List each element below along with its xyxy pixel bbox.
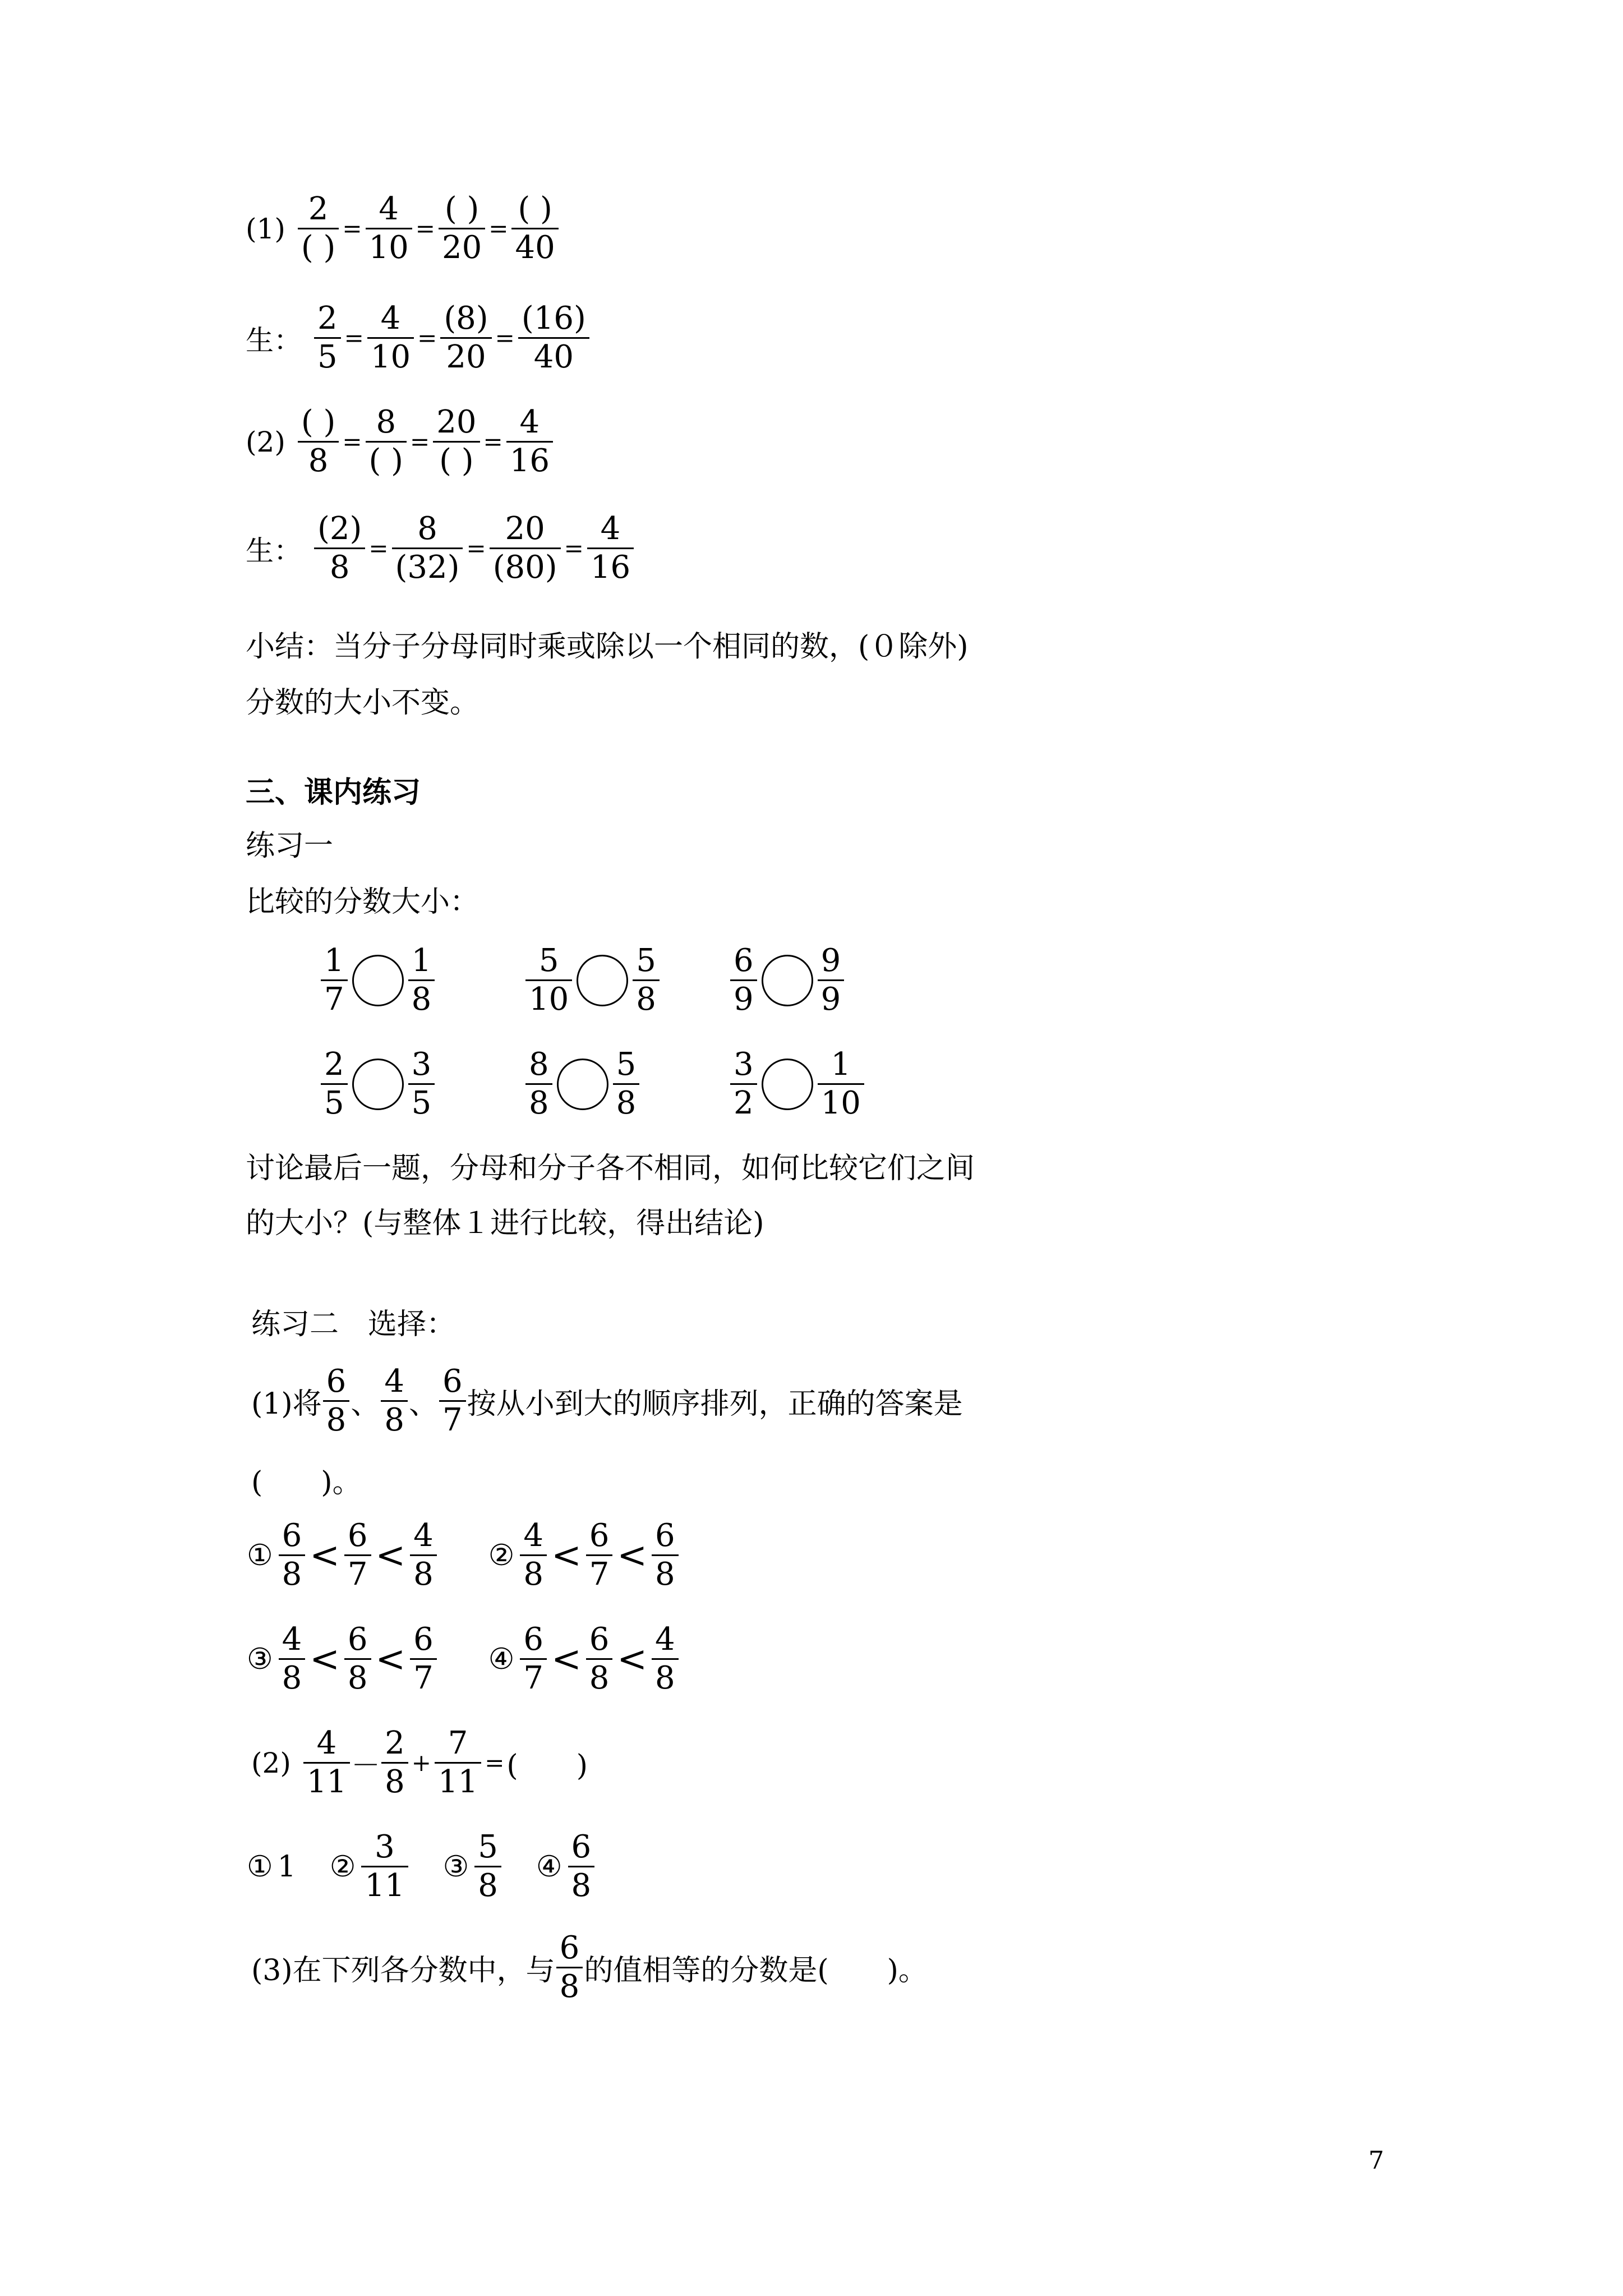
denominator: 2	[734, 1085, 754, 1121]
fraction	[314, 300, 341, 376]
fraction	[518, 300, 589, 376]
comparison-item	[320, 1046, 436, 1122]
equals-sign: =	[415, 215, 435, 242]
denominator: 5	[317, 339, 338, 375]
numerator: 6	[326, 1363, 347, 1400]
equals-sign: =	[342, 215, 362, 242]
numerator: 6	[571, 1829, 592, 1865]
denominator: 8	[282, 1660, 302, 1696]
numerator: 1	[324, 942, 344, 979]
fraction	[392, 510, 463, 586]
numerator: 6	[589, 1621, 610, 1658]
denominator: 8	[616, 1085, 637, 1121]
numerator: 9	[820, 942, 841, 979]
equals-sign: =	[410, 428, 430, 455]
comparison-item	[524, 1046, 640, 1122]
page-number: 7	[1368, 2146, 1384, 2175]
separator: 、	[351, 1387, 380, 1421]
denominator: 11	[306, 1764, 347, 1800]
denominator: ( )	[368, 443, 404, 479]
numerator: (8)	[444, 300, 488, 337]
numerator: 4	[523, 1517, 544, 1554]
equals-sign: =	[466, 535, 486, 562]
denominator: 8	[385, 1764, 405, 1800]
option-mark: ②	[488, 1538, 515, 1572]
denominator: 7	[347, 1556, 368, 1593]
fraction	[525, 1046, 552, 1122]
fraction	[367, 300, 414, 376]
numerator: 5	[478, 1829, 498, 1865]
answer-2	[246, 510, 635, 586]
question-1	[251, 1363, 963, 1439]
question-3	[251, 1930, 928, 2005]
equals-sign: =	[417, 324, 437, 352]
denominator: 10	[820, 1085, 861, 1121]
option	[330, 1829, 409, 1904]
answer-blank: ( )	[506, 1749, 588, 1783]
denominator: 8	[411, 981, 432, 1018]
numerator: ( )	[518, 191, 552, 227]
fraction	[366, 404, 407, 480]
fraction	[633, 942, 660, 1018]
denominator: 8	[347, 1660, 368, 1696]
fraction	[410, 1621, 437, 1697]
option-mark: ④	[536, 1849, 562, 1884]
fraction	[279, 1621, 306, 1697]
fraction	[433, 404, 479, 480]
numerator: ( )	[444, 191, 479, 227]
fraction	[321, 1046, 348, 1122]
numerator: 6	[347, 1621, 368, 1658]
denominator: 20	[446, 339, 486, 375]
denominator: 40	[533, 339, 574, 375]
option	[247, 1850, 296, 1884]
summary-line-2: 分数的大小不变。	[246, 686, 479, 720]
denominator: 9	[820, 981, 841, 1018]
less-than-sign: <	[617, 1638, 647, 1680]
compare-circle	[352, 1059, 404, 1110]
question-prefix: (1)将	[251, 1387, 322, 1421]
comparison-item	[729, 1046, 865, 1122]
option-mark: ③	[247, 1642, 273, 1676]
question-1-blank: ( )。	[251, 1466, 362, 1499]
fraction	[344, 1517, 371, 1593]
numerator: 6	[589, 1517, 610, 1554]
fraction	[730, 942, 757, 1018]
numerator: 2	[385, 1725, 405, 1761]
fraction	[490, 510, 561, 586]
denominator: 11	[365, 1867, 405, 1904]
fraction	[435, 1725, 481, 1801]
numerator: 8	[417, 510, 437, 547]
q1-options-row-2	[247, 1621, 730, 1697]
comparison-item	[524, 942, 661, 1018]
q1-options-row-1	[247, 1517, 730, 1593]
equals-sign: =	[483, 428, 503, 455]
option	[443, 1829, 502, 1904]
row-label: 生：	[246, 534, 302, 567]
denominator: 20	[442, 229, 482, 266]
compare-circle	[762, 1059, 813, 1110]
fraction	[439, 1363, 466, 1439]
answer-1	[246, 300, 591, 376]
numerator: 8	[376, 404, 396, 440]
denominator: 9	[734, 981, 754, 1018]
denominator: 7	[324, 981, 344, 1018]
fraction	[314, 510, 365, 586]
fraction	[587, 510, 634, 586]
row-label: 生：	[246, 324, 302, 357]
q2-options	[247, 1829, 629, 1904]
equals-sign: =	[495, 324, 515, 352]
numerator: 20	[505, 510, 545, 547]
numerator: 6	[734, 942, 754, 979]
numerator: 4	[316, 1725, 337, 1761]
denominator: 7	[442, 1402, 463, 1438]
exercise-2-title: 练习二 选择：	[251, 1308, 456, 1341]
numerator: (2)	[317, 510, 362, 547]
denominator: 40	[515, 229, 555, 266]
less-than-sign: <	[617, 1534, 647, 1576]
less-than-sign: <	[375, 1534, 406, 1576]
fraction	[381, 1363, 408, 1439]
fraction	[410, 1517, 437, 1593]
denominator: 16	[590, 549, 631, 586]
row-label: (1)	[246, 212, 285, 245]
fraction	[556, 1930, 583, 2005]
question-suffix: 按从小到大的顺序排列，正确的答案是	[467, 1387, 963, 1421]
option-mark: ③	[442, 1849, 469, 1884]
plus-sign: +	[411, 1749, 431, 1777]
numerator: 4	[519, 404, 540, 440]
fraction	[408, 1046, 435, 1122]
numerator: 4	[379, 191, 399, 227]
option-mark: ④	[488, 1642, 515, 1676]
numerator: 5	[538, 942, 559, 979]
fraction	[298, 191, 339, 266]
numerator: 1	[831, 1046, 851, 1083]
numerator: 6	[559, 1930, 580, 1966]
fraction	[586, 1517, 613, 1593]
question-label: (2)	[251, 1746, 291, 1779]
discussion-line-2: 的大小？(与整体１进行比较，得出结论)	[246, 1207, 764, 1240]
numerator: 4	[654, 1621, 675, 1658]
fraction	[279, 1517, 306, 1593]
numerator: 6	[347, 1517, 368, 1554]
fraction	[439, 191, 485, 266]
fraction	[303, 1725, 350, 1801]
compare-circle	[352, 955, 404, 1006]
fraction	[613, 1046, 640, 1122]
numerator: 6	[413, 1621, 434, 1658]
less-than-sign: <	[375, 1638, 406, 1680]
denominator: 7	[523, 1660, 544, 1696]
summary-line-1: 小结：当分子分母同时乘或除以一个相同的数，(０除外)	[246, 630, 969, 664]
fraction	[652, 1621, 679, 1697]
compare-circle	[762, 955, 813, 1006]
denominator: 8	[589, 1660, 610, 1696]
numerator: 2	[317, 300, 338, 337]
question-2	[251, 1725, 588, 1801]
numerator: 5	[636, 942, 656, 979]
denominator: 5	[411, 1085, 432, 1121]
denominator: 10	[370, 339, 411, 375]
numerator: 3	[375, 1829, 395, 1865]
option	[488, 1517, 680, 1593]
fraction	[520, 1517, 547, 1593]
numerator: ( )	[301, 404, 336, 440]
equals-sign: =	[342, 428, 362, 455]
less-than-sign: <	[310, 1638, 340, 1680]
numerator: 8	[529, 1046, 549, 1083]
row-label: (2)	[246, 425, 285, 458]
option	[488, 1621, 680, 1697]
fraction	[298, 404, 339, 480]
option	[536, 1829, 596, 1904]
fraction	[818, 1046, 864, 1122]
denominator: 8	[654, 1660, 675, 1696]
fraction	[652, 1517, 679, 1593]
numerator: 3	[411, 1046, 432, 1083]
denominator: 8	[559, 1968, 580, 2005]
denominator: 8	[571, 1867, 592, 1904]
fraction	[525, 942, 572, 1018]
denominator: 7	[589, 1556, 610, 1593]
denominator: 10	[368, 229, 409, 266]
fraction	[474, 1829, 501, 1904]
denominator: 8	[329, 549, 350, 586]
numerator: 4	[282, 1621, 302, 1658]
option	[247, 1517, 438, 1593]
exercise-1-title: 练习一	[246, 829, 334, 863]
numerator: 4	[380, 300, 401, 337]
option-value: 1	[277, 1849, 296, 1884]
denominator: 7	[413, 1660, 434, 1696]
denominator: 8	[523, 1556, 544, 1593]
question-prefix: (3)在下列各分数中，与	[251, 1954, 555, 1987]
equals-sign: =	[564, 535, 584, 562]
equals-sign: =	[485, 1749, 505, 1777]
fraction	[366, 191, 412, 266]
denominator: 8	[326, 1402, 347, 1438]
numerator: 4	[413, 1517, 434, 1554]
less-than-sign: <	[551, 1638, 582, 1680]
fraction	[506, 404, 553, 480]
denominator: (80)	[492, 549, 557, 586]
equation-1	[246, 191, 560, 266]
denominator: 8	[384, 1402, 404, 1438]
fraction	[818, 942, 845, 1018]
denominator: 8	[282, 1556, 302, 1593]
denominator: 8	[413, 1556, 434, 1593]
denominator: 8	[636, 981, 656, 1018]
fraction	[586, 1621, 613, 1697]
numerator: 1	[411, 942, 432, 979]
numerator: 7	[448, 1725, 468, 1761]
numerator: 4	[600, 510, 621, 547]
fraction	[408, 942, 435, 1018]
option-mark: ①	[247, 1849, 273, 1884]
denominator: ( )	[301, 229, 336, 266]
less-than-sign: <	[551, 1534, 582, 1576]
denominator: (32)	[395, 549, 460, 586]
denominator: 8	[478, 1867, 498, 1904]
denominator: 8	[529, 1085, 549, 1121]
fraction	[321, 942, 348, 1018]
comparison-item	[320, 942, 436, 1018]
fraction	[568, 1829, 595, 1904]
fraction	[323, 1363, 350, 1439]
numerator: 6	[442, 1363, 463, 1400]
numerator: 6	[282, 1517, 302, 1554]
fraction	[344, 1621, 371, 1697]
minus-sign: －	[351, 1749, 381, 1783]
denominator: ( )	[439, 443, 474, 479]
separator: 、	[408, 1387, 438, 1421]
section-heading: 三、课内练习	[246, 775, 421, 809]
fraction	[440, 300, 491, 376]
numerator: 4	[384, 1363, 404, 1400]
fraction	[511, 191, 558, 266]
compare-circle	[577, 955, 628, 1006]
compare-circle	[557, 1059, 608, 1110]
denominator: 8	[654, 1556, 675, 1593]
fraction	[520, 1621, 547, 1697]
numerator: 6	[654, 1517, 675, 1554]
numerator: 2	[308, 191, 329, 227]
less-than-sign: <	[310, 1534, 340, 1576]
option-mark: ①	[247, 1538, 273, 1572]
denominator: 8	[308, 443, 329, 479]
equals-sign: =	[344, 324, 364, 352]
equals-sign: =	[488, 215, 509, 242]
equation-2	[246, 404, 554, 480]
numerator: 20	[436, 404, 477, 440]
numerator: 6	[523, 1621, 544, 1658]
fraction	[730, 1046, 757, 1122]
equals-sign: =	[368, 535, 389, 562]
denominator: 5	[324, 1085, 344, 1121]
numerator: (16)	[521, 300, 586, 337]
exercise-1-prompt: 比较的分数大小：	[246, 885, 479, 919]
denominator: 10	[529, 981, 569, 1018]
comparison-item	[729, 942, 845, 1018]
discussion-line-1: 讨论最后一题，分母和分子各不相同，如何比较它们之间	[246, 1152, 975, 1185]
fraction	[361, 1829, 408, 1904]
numerator: 5	[616, 1046, 637, 1083]
denominator: 11	[437, 1764, 478, 1800]
option	[247, 1621, 438, 1697]
numerator: 2	[324, 1046, 344, 1083]
fraction	[381, 1725, 408, 1801]
denominator: 16	[509, 443, 550, 479]
question-suffix: 的值相等的分数是( )。	[584, 1954, 928, 1987]
numerator: 3	[734, 1046, 754, 1083]
option-mark: ②	[329, 1849, 356, 1884]
